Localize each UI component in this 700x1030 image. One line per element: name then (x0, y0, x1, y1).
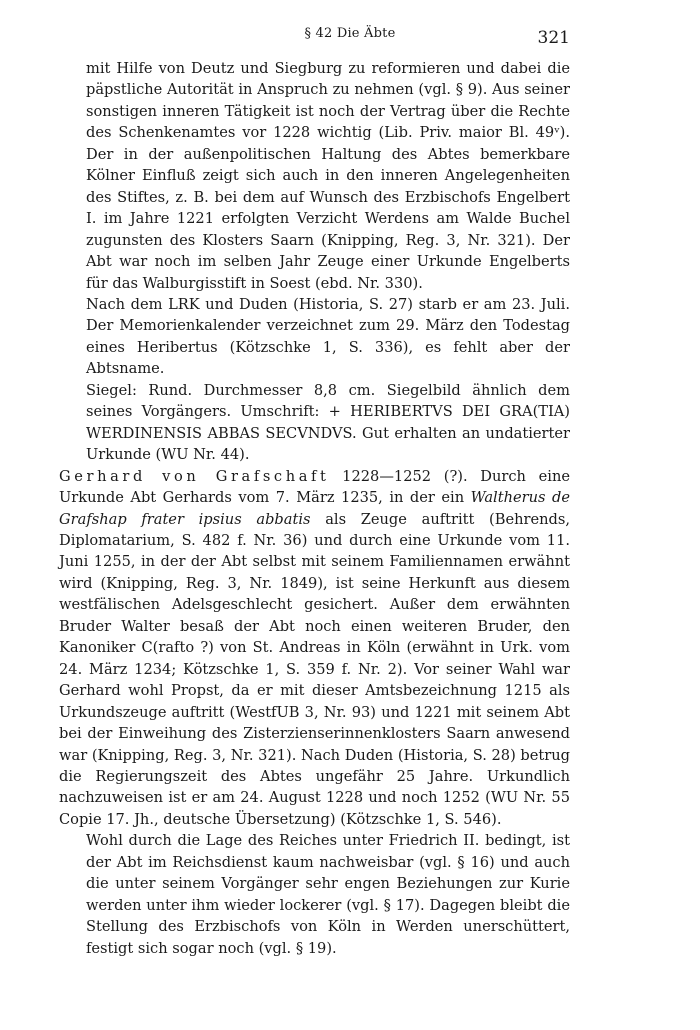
running-title: § 42 Die Äbte (304, 26, 396, 41)
entry-text-1: 1228—1252 (?). Durch eine Urkunde Abt Gerhards vom 7. März 1235, in der ein (59, 467, 570, 507)
paragraph-heribert-death: Nach dem LRK und Duden (Historia, S. 27) starb er am 23. Juli. Der Memorienkalender verzeichnet zum 29. März den Todestag eines Heribertus (Kötzschke 1, S. 336), es fehlt aber der Abtsname. (86, 295, 570, 378)
latin-quote: Waltherus de Grafshap frater ipsius abbatis (59, 489, 570, 528)
page-number: 321 (537, 28, 570, 48)
paragraph-heribert-reform: mit Hilfe von Deutz und Siegburg zu reformieren und dabei die päpstliche Autorität in Anspruch zu nehmen (vgl. § 9). Aus seiner sonstigen inneren Tätigkeit ist noch der Vertrag über die Rechte des Schenkenamtes vor 1228 wichtig (Lib. Priv. maior Bl. 49ᵛ). Der in der außenpolitischen Haltung des Abtes bemerkbare Kölner Einfluß zeigt sich auch in den inneren Angelegenheiten des Stiftes, z. B. bei dem auf Wunsch des Erzbischofs Engelbert I. im Jahre 1221 erfolgten Verzicht Werdens am Walde Buchel zugunsten des Klosters Saarn (Knipping, Reg. 3, Nr. 321). Der Abt war noch im selben Jahr Zeuge einer Urkunde Engelberts für das Walburgisstift in Soest (ebd. Nr. 330). (86, 60, 570, 292)
running-head (0, 26, 700, 50)
abbot-name: Gerhard von Grafschaft (59, 467, 330, 485)
paragraph-heribert-seal: Siegel: Rund. Durchmesser 8,8 cm. Siegelbild ähnlich dem seines Vorgängers. Umschrift: + HERIBERTVS DEI GRA(TIA) WERDINENSIS ABBAS SECVNDVS. Gut erhalten an undatierter Urkunde (WU Nr. 44). (86, 381, 570, 464)
paragraph-gerhard-reich: Wohl durch die Lage des Reiches unter Friedrich II. bedingt, ist der Abt im Reichsdienst kaum nachweisbar (vgl. § 16) und auch die unter seinem Vorgänger sehr engen Beziehungen zur Kurie werden unter ihm wieder lockerer (vgl. § 17). Dagegen bleibt die Stellung des Erzbischofs von Köln in Werden unerschüttert, festigt sich sogar noch (vgl. § 19). (86, 832, 570, 957)
entry-gerhard-von-grafschaft (59, 466, 570, 831)
entry-text-2: als Zeuge auftritt (Behrends, Diplomatarium, S. 482 f. Nr. 36) und durch eine Urkunde vom 11. Juni 1255, in der der Abt selbst mit seinem Familiennamen erwähnt wird (Knipping, Reg. 3, Nr. 1849), ist seine Herkunft aus diesem westfälischen Adelsgeschlecht gesichert. Außer dem erwähnten Bruder Walter besaß der Abt noch einen weiteren Bruder, den Kanoniker C(rafto ?) von St. Andreas in Köln (erwähnt in Urk. vom 24. März 1234; Kötzschke 1, S. 359 f. Nr. 2). Vor seiner Wahl war Gerhard wohl Propst, da er mit dieser Amtsbezeichnung 1215 als Urkundszeuge auftritt (WestfUB 3, Nr. 93) und 1221 mit seinem Abt bei der Einweihung des Zisterzienserinnenklosters Saarn anwesend war (Knipping, Reg. 3, Nr. 321). Nach Duden (Historia, S. 28) betrug die Regierungszeit des Abtes ungefähr 25 Jahre. Urkundlich nachzuweisen ist er am 24. August 1228 und noch 1252 (WU Nr. 55 Copie 17. Jh., deutsche Übersetzung) (Kötzschke 1, S. 546). (59, 510, 570, 828)
body-text (59, 58, 570, 959)
